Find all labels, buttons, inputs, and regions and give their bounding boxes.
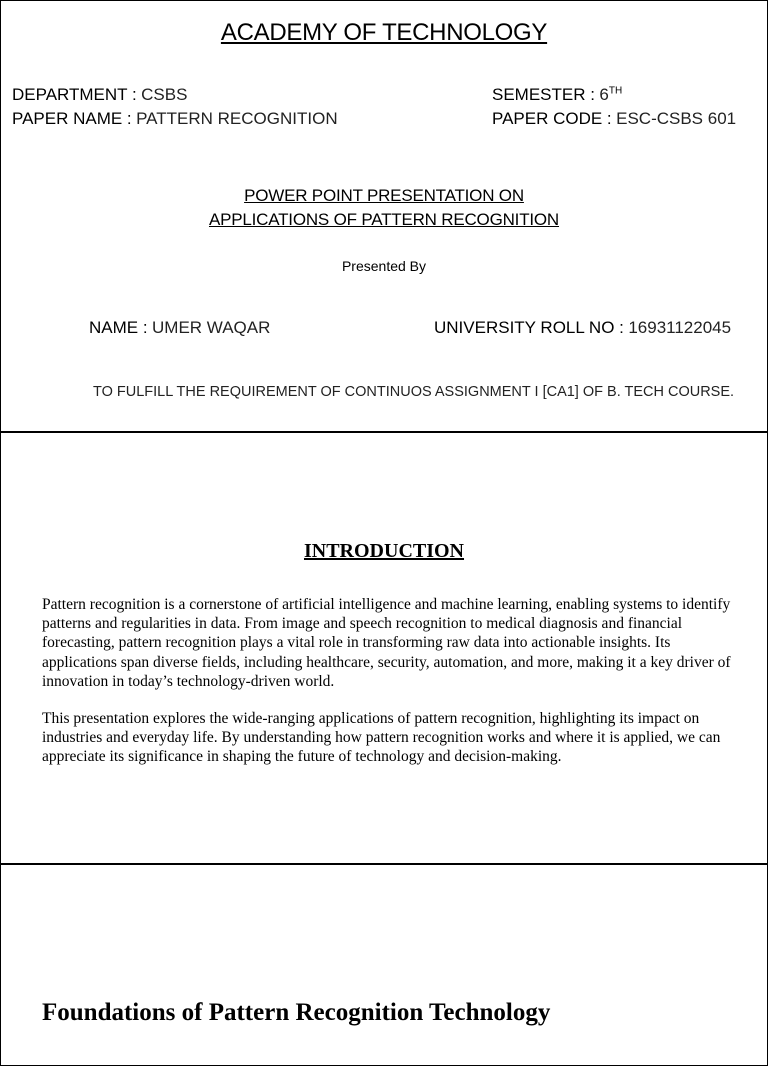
roll-label: UNIVERSITY ROLL NO : (434, 318, 624, 337)
roll-value: 16931122045 (628, 318, 732, 337)
semester-label: SEMESTER : (492, 85, 595, 104)
intro-paragraph-1: Pattern recognition is a cornerstone of artificial intelligence and machine learning, enabling systems to identify patterns and regularities in data. From image and speech recognition to medical diagnosis and financial forecasting, pattern recognition plays a vital role in transforming raw data into actionable insights. Its applications span diverse fields, including healthcare, security, automation, and more, making it a key driver of innovation in today’s technology-driven world. (42, 596, 731, 690)
presented-by: Presented By (341, 258, 427, 274)
presentation-title-line2: APPLICATIONS OF PATTERN RECOGNITION (208, 210, 560, 229)
assignment-footer: TO FULFILL THE REQUIREMENT OF CONTINUOS ASSIGNMENT I [CA1] OF B. TECH COURSE. (93, 384, 735, 400)
department-label: DEPARTMENT : (12, 85, 137, 104)
roll-number-row (434, 318, 731, 338)
introduction-heading: INTRODUCTION (303, 540, 465, 562)
paper-code-row (492, 109, 736, 129)
name-value: UMER WAQAR (152, 318, 271, 337)
foundations-heading: Foundations of Pattern Recognition Technology (42, 999, 551, 1026)
department-value: CSBS (141, 85, 188, 104)
semester-row (492, 85, 622, 105)
semester-value: 6 (599, 85, 609, 104)
paper-name-label: PAPER NAME : (12, 109, 132, 128)
paper-name-row (12, 109, 338, 129)
presentation-title-line1: POWER POINT PRESENTATION ON (244, 186, 524, 205)
department-row (12, 85, 187, 105)
name-label: NAME : (89, 318, 148, 337)
title-slide (0, 0, 768, 432)
student-name-row (89, 318, 270, 338)
introduction-slide (0, 432, 768, 864)
semester-suffix: TH (608, 85, 623, 97)
paper-name-value: PATTERN RECOGNITION (136, 109, 338, 128)
institution-title: ACADEMY OF TECHNOLOGY (220, 19, 548, 46)
foundations-slide (0, 864, 768, 1066)
paper-code-label: PAPER CODE : (492, 109, 612, 128)
intro-paragraph-2: This presentation explores the wide-ranging applications of pattern recognition, highlighting its impact on industries and everyday life. By understanding how pattern recognition works and where it is applied, we can appreciate its significance in shaping the future of technology and decision-making. (42, 710, 721, 766)
paper-code-value: ESC-CSBS 601 (616, 109, 737, 128)
